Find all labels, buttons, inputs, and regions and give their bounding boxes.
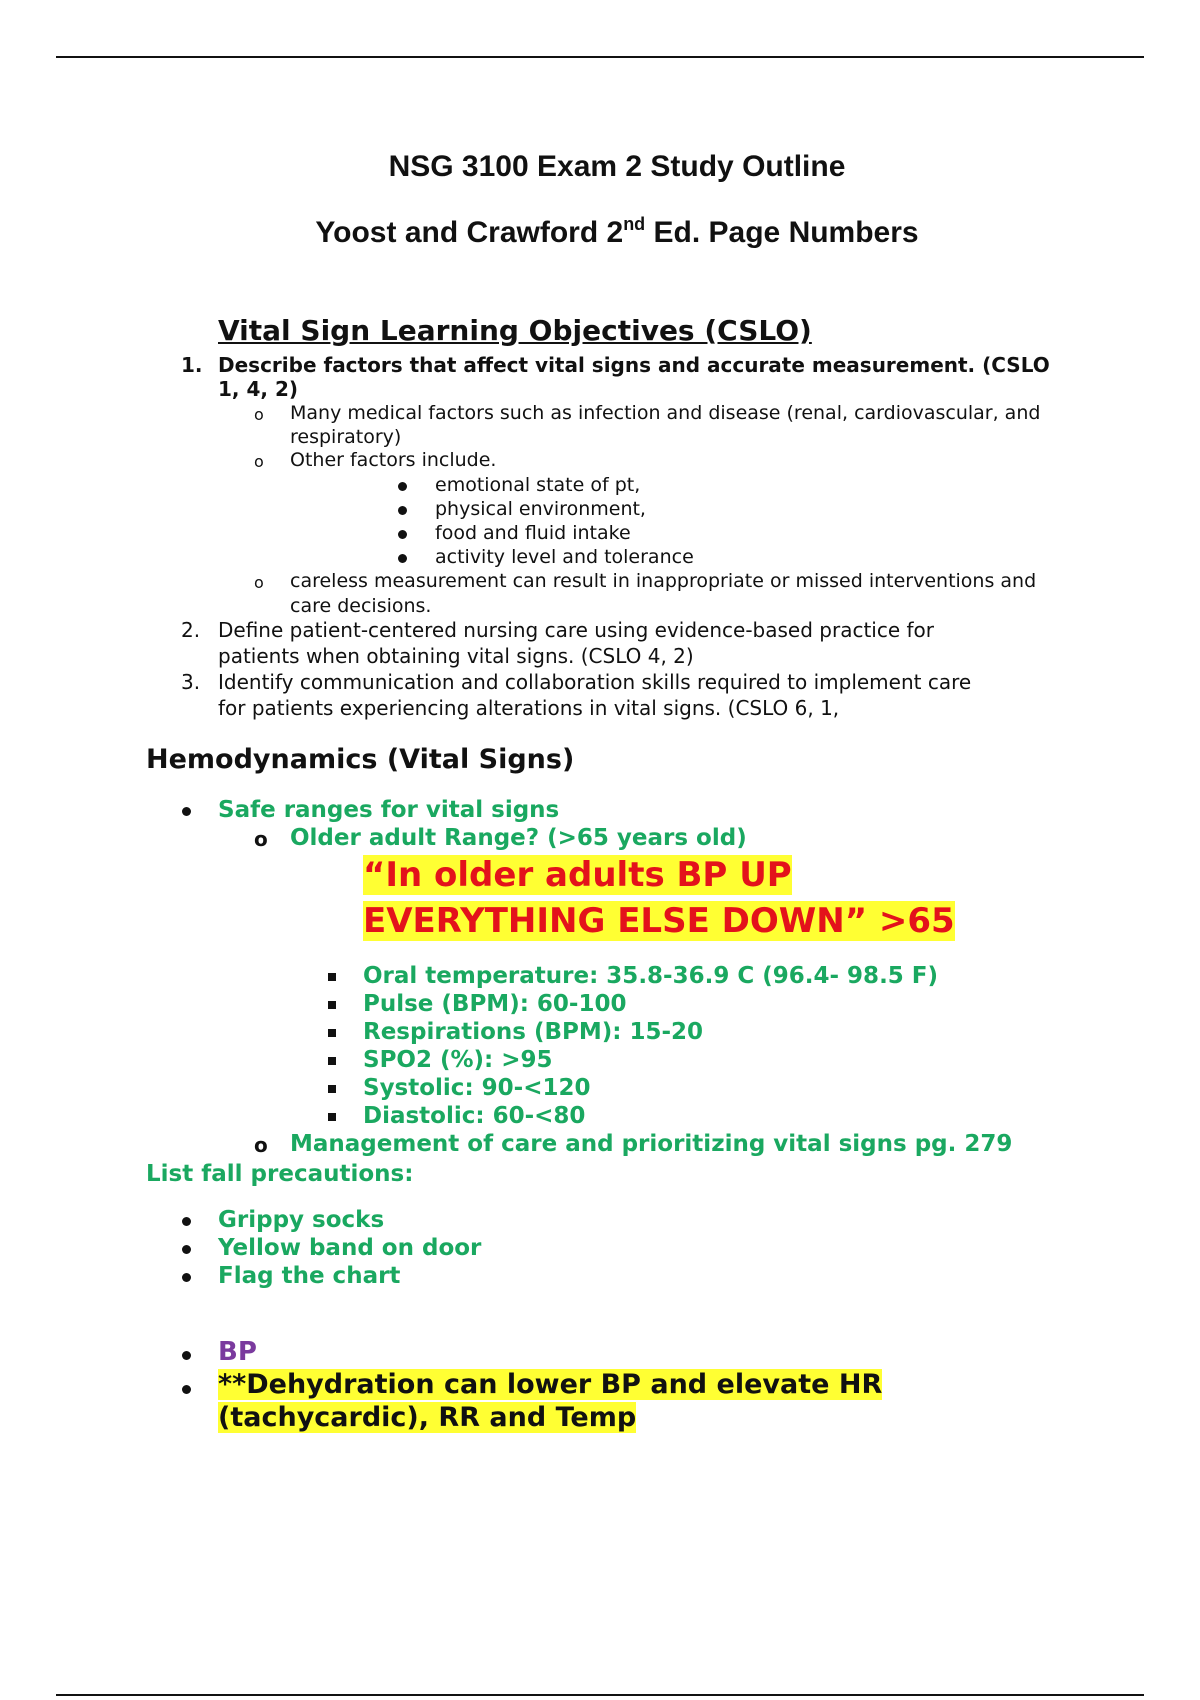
dehydration-note-line1: **Dehydration can lower BP and elevate HR	[218, 1369, 883, 1400]
objective-1-number: 1.	[181, 353, 203, 377]
objective-1-line2: 1, 4, 2)	[218, 377, 299, 401]
list-item: Pulse (BPM): 60-100	[363, 991, 627, 1017]
bullet-dot	[398, 506, 407, 515]
bullet-dot	[182, 1385, 191, 1394]
sub-bullet-marker: o	[254, 452, 264, 471]
bullet-square	[328, 1057, 336, 1065]
list-item: Oral temperature: 35.8-36.9 C (96.4- 98.5 F)	[363, 963, 939, 989]
management-of-care-item: Management of care and prioritizing vital signs pg. 279	[290, 1131, 1013, 1157]
bullet-square	[328, 1001, 336, 1009]
document-title: NSG 3100 Exam 2 Study Outline	[388, 150, 846, 183]
older-adult-quote-line2: EVERYTHING ELSE DOWN” >65	[363, 901, 955, 941]
bullet-square	[328, 973, 336, 981]
bullet-dot	[182, 1351, 191, 1360]
sub-bullet-marker: o	[254, 573, 264, 592]
careless-measurement-line1: careless measurement can result in inappropriate or missed interventions and	[290, 570, 1037, 592]
objective-3-line2: for patients experiencing alterations in vital signs. (CSLO 6, 1,	[218, 696, 840, 720]
bullet-dot	[182, 1245, 191, 1254]
top-rule	[56, 56, 1144, 58]
sub-bullet-marker: o	[254, 1133, 268, 1157]
list-item: Diastolic: 60-<80	[363, 1103, 586, 1129]
bottom-rule	[56, 1694, 1144, 1696]
sub-bullet-marker: o	[254, 827, 268, 851]
document-subtitle: Yoost and Crawford 2nd Ed. Page Numbers	[315, 214, 919, 249]
medical-factors-line1: Many medical factors such as infection and disease (renal, cardiovascular, and	[290, 402, 1041, 424]
list-item: Systolic: 90-<120	[363, 1075, 591, 1101]
bullet-dot	[398, 482, 407, 491]
bp-label: BP	[218, 1337, 257, 1367]
objectives-heading: Vital Sign Learning Objectives (CSLO)	[218, 314, 812, 347]
list-item: Respirations (BPM): 15-20	[363, 1019, 704, 1045]
list-item: Yellow band on door	[218, 1235, 482, 1261]
list-item: emotional state of pt,	[435, 474, 641, 496]
list-item: SPO2 (%): >95	[363, 1047, 553, 1073]
bullet-square	[328, 1029, 336, 1037]
objective-2-line2: patients when obtaining vital signs. (CSLO 4, 2)	[218, 644, 694, 668]
list-item: Grippy socks	[218, 1207, 385, 1233]
safe-ranges-item: Safe ranges for vital signs	[218, 797, 560, 823]
fall-precautions-heading: List fall precautions:	[146, 1161, 414, 1187]
objective-3-number: 3.	[181, 670, 201, 694]
list-item: activity level and tolerance	[435, 546, 694, 568]
older-adult-quote-line1: “In older adults BP UP	[363, 855, 792, 895]
bullet-square	[328, 1113, 336, 1121]
older-adult-range: Older adult Range? (>65 years old)	[290, 825, 747, 851]
bullet-square	[328, 1085, 336, 1093]
bullet-dot	[398, 530, 407, 539]
bullet-dot	[182, 1217, 191, 1226]
sub-bullet-marker: o	[254, 405, 264, 424]
medical-factors-line2: respiratory)	[290, 426, 402, 448]
objective-3-line1: Identify communication and collaboration skills required to implement care	[218, 670, 972, 694]
dehydration-note-line2: (tachycardic), RR and Temp	[218, 1402, 637, 1433]
bullet-dot	[398, 554, 407, 563]
bullet-dot	[182, 807, 191, 816]
hemodynamics-heading: Hemodynamics (Vital Signs)	[146, 744, 575, 775]
objective-1-line1: Describe factors that affect vital signs and accurate measurement. (CSLO	[218, 353, 1050, 377]
other-factors-label: Other factors include.	[290, 449, 497, 471]
objective-2-number: 2.	[181, 618, 201, 642]
careless-measurement-line2: care decisions.	[290, 595, 432, 617]
list-item: food and fluid intake	[435, 522, 631, 544]
list-item: Flag the chart	[218, 1263, 401, 1289]
bullet-dot	[182, 1273, 191, 1282]
objective-2-line1: Define patient-centered nursing care using evidence-based practice for	[218, 618, 934, 642]
list-item: physical environment,	[435, 498, 646, 520]
